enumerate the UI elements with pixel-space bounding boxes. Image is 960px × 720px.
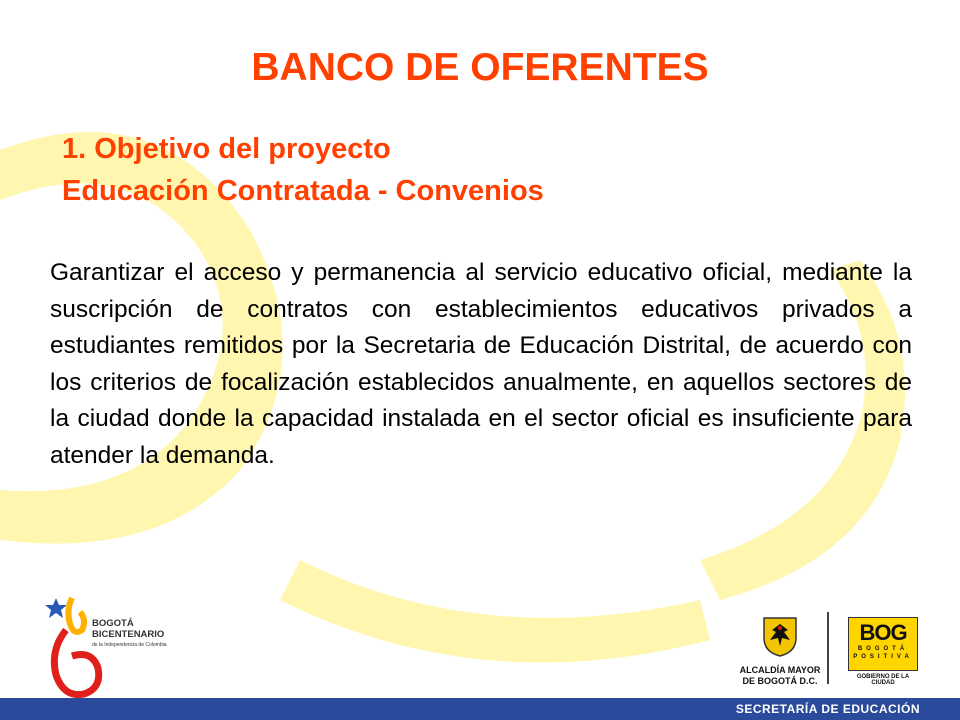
subtitle-line-2: Educación Contratada - Convenios <box>62 175 544 207</box>
bicentenario-line3: de la Independencia de Colombia <box>92 642 167 648</box>
logo-divider <box>827 612 829 684</box>
bog-tagline: GOBIERNO DE LA CIUDAD <box>856 674 910 686</box>
objective-paragraph: Garantizar el acceso y permanencia al servicio educativo oficial, mediante la suscripción de contratos con establecimientos educativos privados a estudiantes remitidos por la Secretaria de Educación Distrital, de acuerdo con los criterios de focalización establecidos anualmente, en aquellos sectores de la ciudad donde la capacidad instalada en el sector oficial es insuficiente para atender la demanda. <box>50 259 912 469</box>
bicentenario-line1: BOGOTÁ <box>92 618 134 629</box>
subtitle-line-1: 1. Objetivo del proyecto <box>62 133 391 165</box>
star-icon <box>45 598 67 618</box>
bicentenario-line2: BICENTENARIO <box>92 629 165 640</box>
bog-word: BOG <box>859 620 907 645</box>
slide-title: BANCO DE OFERENTES <box>251 46 709 89</box>
bicentenario-text <box>92 618 167 651</box>
bogota-positiva-logo <box>848 617 918 686</box>
bog-sub2: POSITIVA <box>853 654 913 660</box>
alcaldia-line1: ALCALDÍA MAYOR <box>739 665 821 675</box>
coat-of-arms-icon <box>758 614 802 658</box>
bog-sub1: BOGOTÁ <box>857 646 909 652</box>
slide-subtitle <box>62 128 544 212</box>
footer-label: SECRETARÍA DE EDUCACIÓN <box>735 702 920 716</box>
alcaldia-line2: DE BOGOTÁ D.C. <box>742 676 818 686</box>
alcaldia-logo <box>735 614 825 684</box>
footer-bar <box>0 698 960 720</box>
